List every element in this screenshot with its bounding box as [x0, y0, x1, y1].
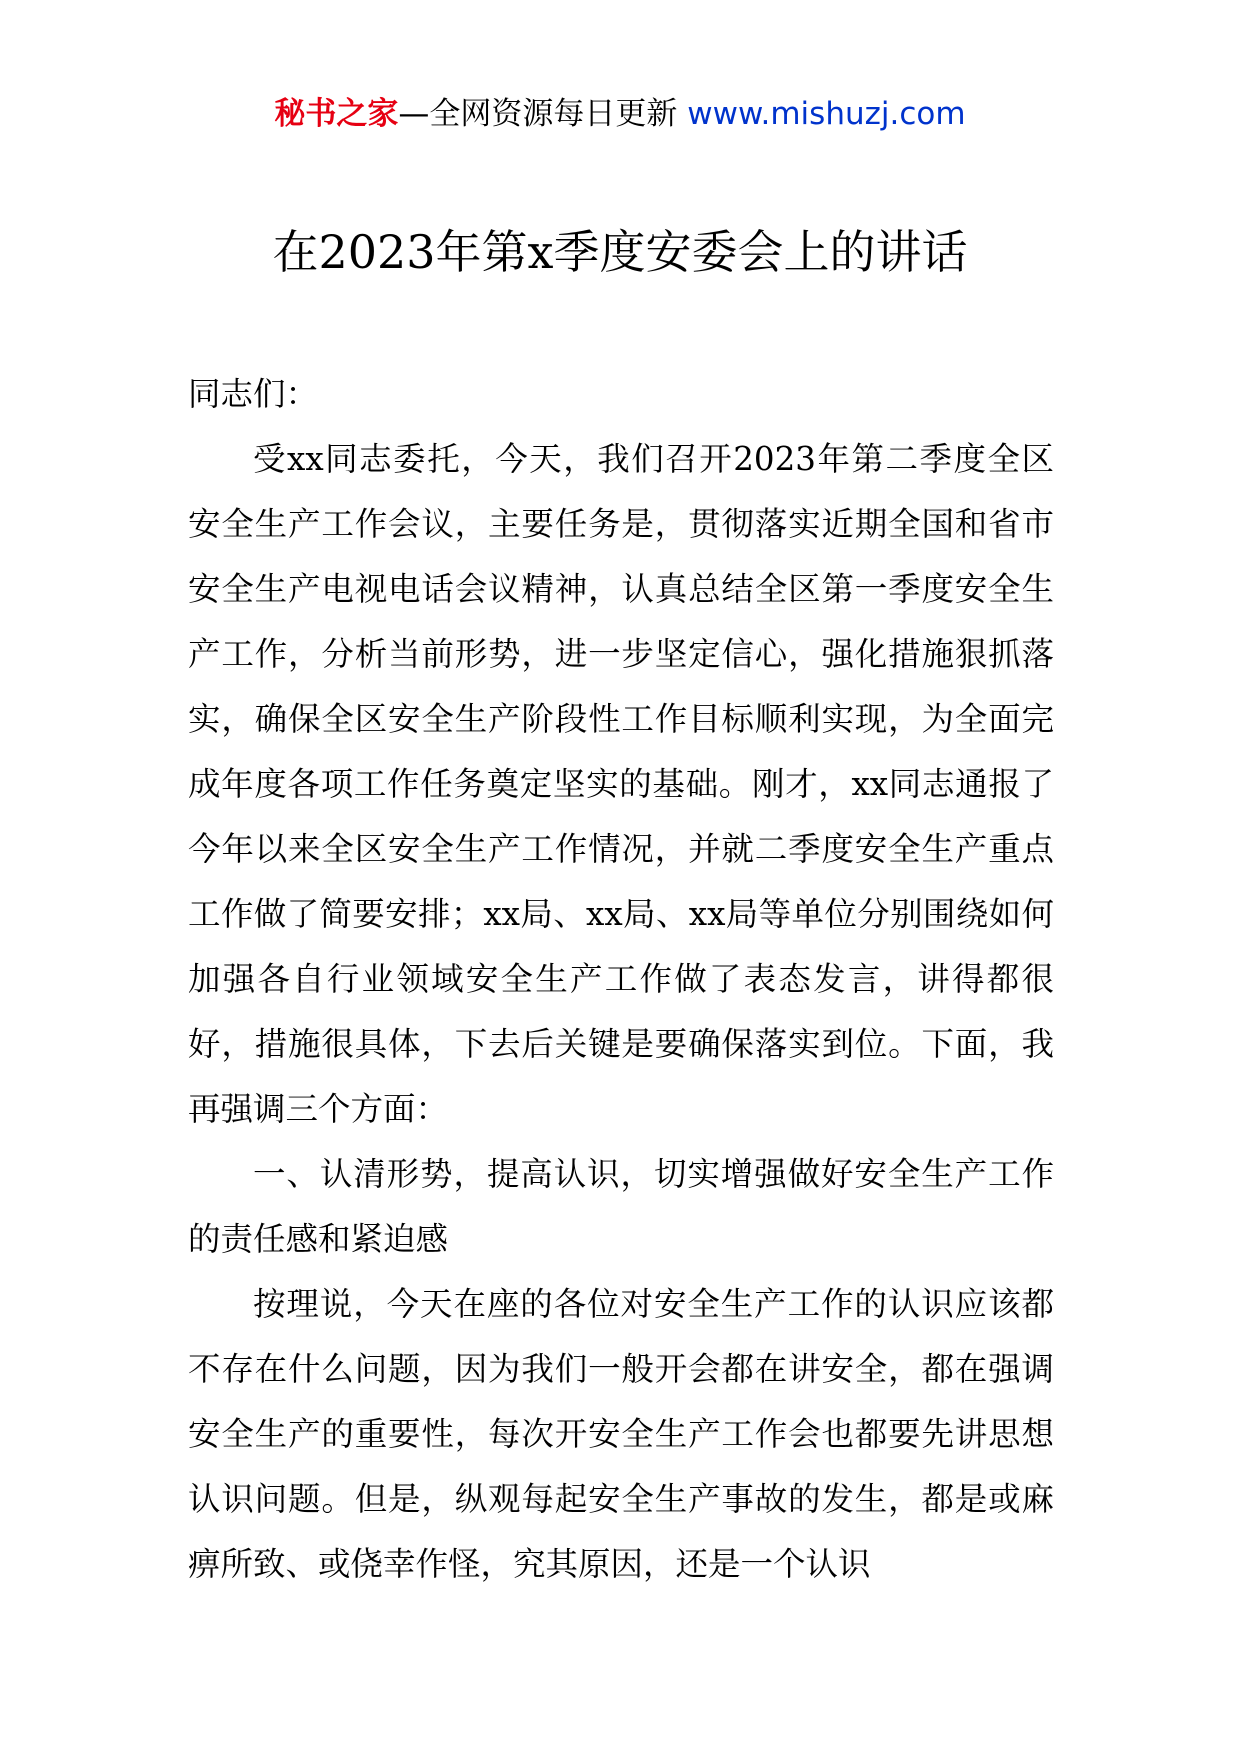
site-brand: 秘书之家	[274, 96, 399, 132]
body-paragraph: 按理说，今天在座的各位对安全生产工作的认识应该都不存在什么问题，因为我们一般开会都在讲安全，都在强调安全生产的重要性，每次开安全生产工作会也都要先讲思想认识问题。但是，纵观每起安全生产事故的发生，都是或麻痹所致、或侥幸作怪，究其原因，还是一个认识	[188, 1285, 1054, 1583]
section-heading: 一、认清形势，提高认识，切实增强做好安全生产工作的责任感和紧迫感	[188, 1155, 1054, 1258]
site-header	[0, 92, 1240, 136]
body-paragraph: 受xx同志委托，今天，我们召开2023年第二季度全区安全生产工作会议，主要任务是，贯彻落实近期全国和省市安全生产电视电话会议精神，认真总结全区第一季度安全生产工作，分析当前形势，进一步坚定信心，强化措施狠抓落实，确保全区安全生产阶段性工作目标顺利实现，为全面完成年度各项工作任务奠定坚实的基础。刚才，xx同志通报了今年以来全区安全生产工作情况，并就二季度安全生产重点工作做了简要安排；xx局、xx局、xx局等单位分别围绕如何加强各自行业领域安全生产工作做了表态发言，讲得都很好，措施很具体，下去后关键是要确保落实到位。下面，我再强调三个方面：	[188, 440, 1054, 1128]
site-url-link[interactable]: www.mishuzj.com	[687, 96, 966, 132]
document-title: 在2023年第x季度安委会上的讲话	[272, 225, 968, 279]
salutation: 同志们：	[188, 375, 319, 413]
site-slogan: —全网资源每日更新	[398, 96, 688, 132]
document-body	[188, 362, 1054, 1597]
